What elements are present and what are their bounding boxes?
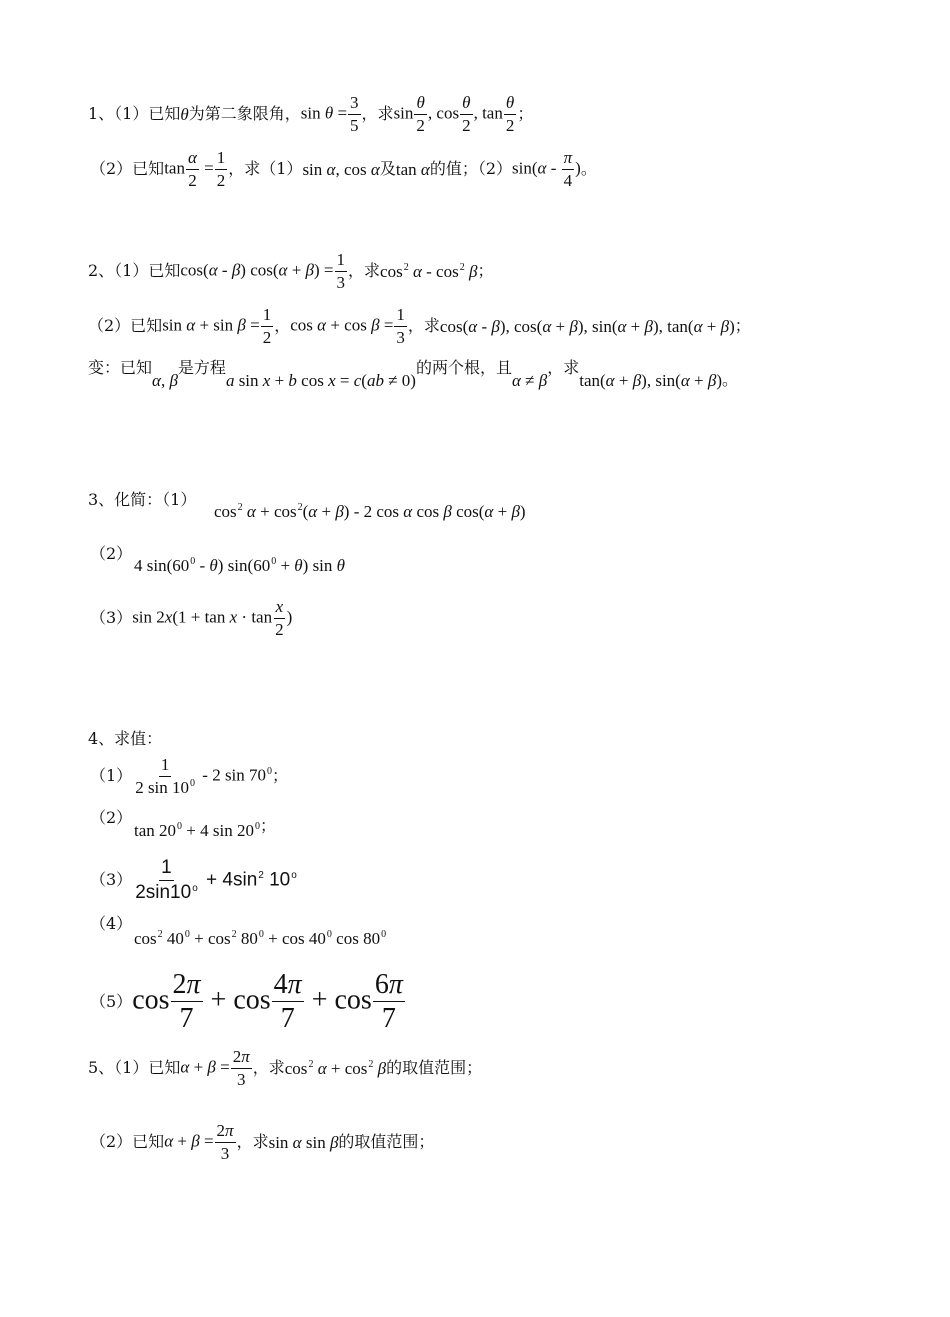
problem-4-expr-4: $\cos^2 40^0 + \cos^2 80^0 + \cos 40^0$ $\cos 80^0$ bbox=[134, 929, 387, 948]
problem-4-label-4: （4） bbox=[90, 914, 133, 933]
problem-4-label-2: （2） bbox=[90, 808, 133, 827]
problem-1-part-2: （2）已知 tan $\frac{\alpha}{2}$ = $\frac{1}{2}$ ，求（1） sin α, cos α 及 tan α 的值；（2） sin(α - $\frac{\pi}{4}$ ) 。 bbox=[90, 148, 597, 190]
problem-4-expr-2: $\tan 20^0 + 4$ $\sin 20^0$ ； bbox=[134, 815, 276, 840]
problem-3-part-3: （3） sin 2x(1 + tan x · tan $\frac{x}{2}$ ) bbox=[90, 597, 293, 639]
formula-half-angle-set: sin $\frac{\theta}{2}$ , cos $\frac{\theta}{2}$ , tan $\frac{\theta}{2}$ bbox=[393, 93, 515, 135]
problem-5-part-2: （2）已知 α + β = $\frac{2\pi}{3}$ ，求 sin α sin β 的取值范围； bbox=[90, 1121, 435, 1163]
formula-tan-half-alpha: tan $\frac{\alpha}{2}$ = $\frac{1}{2}$ bbox=[164, 148, 226, 190]
formula-sin-alpha-minus-pi4: sin(α - $\frac{\pi}{4}$ ) bbox=[512, 148, 581, 190]
problem-3-expr-2: 4 $\sin(60^0 - \theta) \sin(60^0 + \theta)$ sin θ bbox=[134, 556, 346, 575]
problem-1-part-1: 1、（1）已知 θ 为第二象限角， sin θ = $\frac{3}{5}$ ，求 sin $\frac{\theta}{2}$ , cos $\frac{\theta}{2}$ , tan $\frac{\theta}{2}$ ； bbox=[88, 93, 534, 135]
formula-sin-theta: sin θ = $\frac{3}{5}$ bbox=[300, 93, 359, 135]
problem-4-label: 4、求值： bbox=[88, 729, 163, 748]
problem-2-part-1: 2、（1）已知 cos(α - β) cos(α + β) = $\frac{1}{3}$ ，求 $\cos^2 \alpha - \cos^2 \beta$ ； bbox=[88, 250, 494, 292]
problem-4-part-1: （1） $\frac{1}{2 \sin 10^0}$ - 2 $\sin 70^0$ ； bbox=[90, 755, 289, 797]
problem-3-expr-1: $\cos^2 \alpha + \cos^2(\alpha + \beta) - 2$ cos α cos β cos(α + β) bbox=[214, 502, 526, 521]
problem-3-label-2: （2） bbox=[90, 544, 133, 563]
problem-2-variant: 变：已知 α, β 是方程 a sin x + b cos x = c(ab ≠ 0) 的两个根，且 α ≠ β ，求 tan(α + β), sin(α + β) 。 bbox=[88, 358, 739, 390]
problem-4-part-5: （5） cos $\frac{2\pi}{7}$ + cos $\frac{4\pi}{7}$ + cos $\frac{6\pi}{7}$ bbox=[90, 969, 403, 1035]
problem-3-label: 3、化简：（1） bbox=[88, 490, 197, 509]
problem-5-part-1: 5、（1）已知 α + β = $\frac{2\pi}{3}$ ，求 $\cos^2 \alpha + \cos^2 \beta$ 的取值范围； bbox=[88, 1047, 483, 1089]
problem-2-part-2: （2）已知 sin α + sin β = $\frac{1}{2}$ ， cos α + cos β = $\frac{1}{3}$ ，求 cos(α - β), cos(α + β), sin(α + β), tan(α + β) ； bbox=[88, 305, 751, 347]
problem-4-part-3: （3） $\frac{1}{2\sin 10^o}$ + $4\sin^2$ 10$^o$ bbox=[90, 857, 297, 903]
